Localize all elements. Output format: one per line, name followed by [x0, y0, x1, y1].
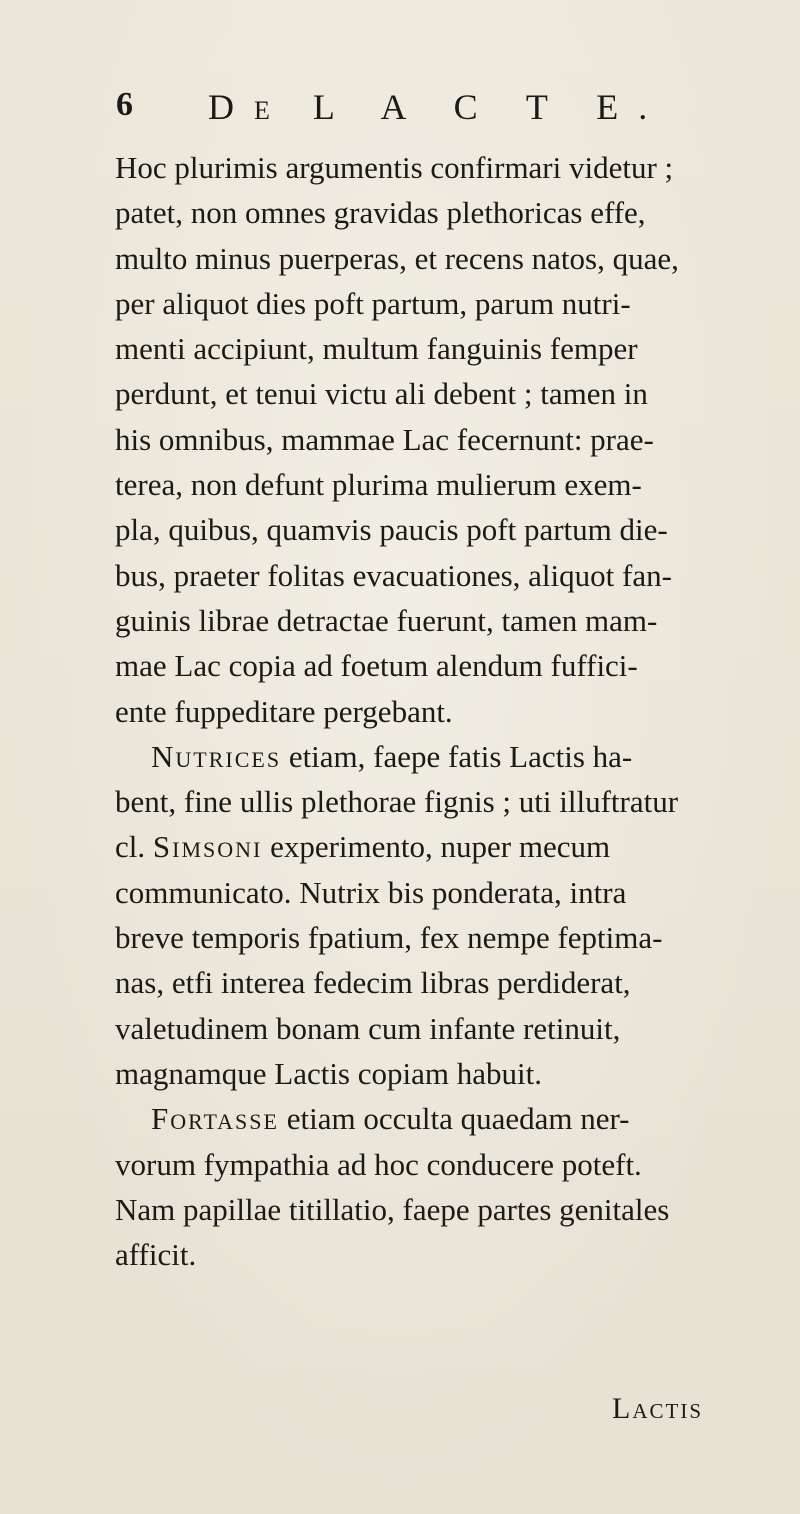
- text-line: bus, praeter folitas evacuationes, aliquot fan-: [115, 557, 672, 593]
- text-line: communicato. Nutrix bis ponderata, intra: [115, 874, 627, 910]
- body-text: [115, 145, 711, 1277]
- text-line: Hoc plurimis argumentis confirmari videtur ;: [115, 150, 674, 185]
- text-line: valetudinem bonam cum infante retinuit,: [115, 1010, 621, 1046]
- text-line: patet, non omnes gravidas plethoricas effe,: [115, 195, 646, 231]
- text-line: mae Lac copia ad foetum alendum fuffici-: [115, 648, 638, 684]
- text-line-simsoni: [115, 824, 711, 869]
- paragraph-fortasse: [115, 1096, 711, 1141]
- text-line: guinis librae detractae fuerunt, tamen mam-: [115, 602, 658, 638]
- page-header: [110, 86, 730, 136]
- nutrices-rest: etiam, faepe fatis Lactis ha-: [288, 738, 633, 774]
- text-line: nas, etfi interea fedecim libras perdiderat,: [115, 965, 631, 1001]
- paragraph-nutrices: [115, 734, 711, 779]
- fortasse-rest: etiam occulta quaedam ner-: [286, 1101, 630, 1137]
- title-word: L A C T E.: [312, 87, 668, 127]
- fortasse-word: Fortasse: [151, 1101, 279, 1137]
- text-line: Nam papillae titillatio, faepe partes genitales: [115, 1191, 670, 1227]
- text-line: perdunt, et tenui victu ali debent ; tamen in: [115, 376, 648, 412]
- text-line: afficit.: [115, 1237, 197, 1273]
- text-line: per aliquot dies poft partum, parum nutri-: [115, 285, 631, 321]
- text-line: magnamque Lactis copiam habuit.: [115, 1055, 542, 1091]
- simsoni-rest: experimento, nuper mecum: [270, 829, 611, 865]
- text-line: menti accipiunt, multum fanguinis femper: [115, 331, 638, 367]
- simsoni-name: Simsoni: [152, 829, 263, 865]
- cl-abbrev: cl.: [115, 829, 146, 865]
- text-line: pla, quibus, quamvis paucis poft partum die-: [115, 512, 668, 548]
- text-line: ente fuppeditare pergebant.: [115, 693, 453, 729]
- text-line: terea, non defunt plurima mulierum exem-: [115, 467, 642, 503]
- text-line: bent, fine ullis plethorae fignis ; uti illuftratur: [115, 784, 679, 820]
- title-de-initial: D: [208, 87, 254, 127]
- page-number: 6: [116, 86, 133, 123]
- catchword: Lactis: [612, 1392, 703, 1425]
- title-de-rest: E: [254, 96, 284, 125]
- text-line: his omnibus, mammae Lac fecernunt: prae-: [115, 421, 654, 457]
- text-line: breve temporis fpatium, fex nempe feptima-: [115, 920, 663, 956]
- running-title: [208, 86, 667, 128]
- text-line: multo minus puerperas, et recens natos, quae,: [115, 240, 679, 276]
- text-line: vorum fympathia ad hoc conducere poteft.: [115, 1146, 642, 1182]
- nutrices-word: Nutrices: [151, 738, 282, 774]
